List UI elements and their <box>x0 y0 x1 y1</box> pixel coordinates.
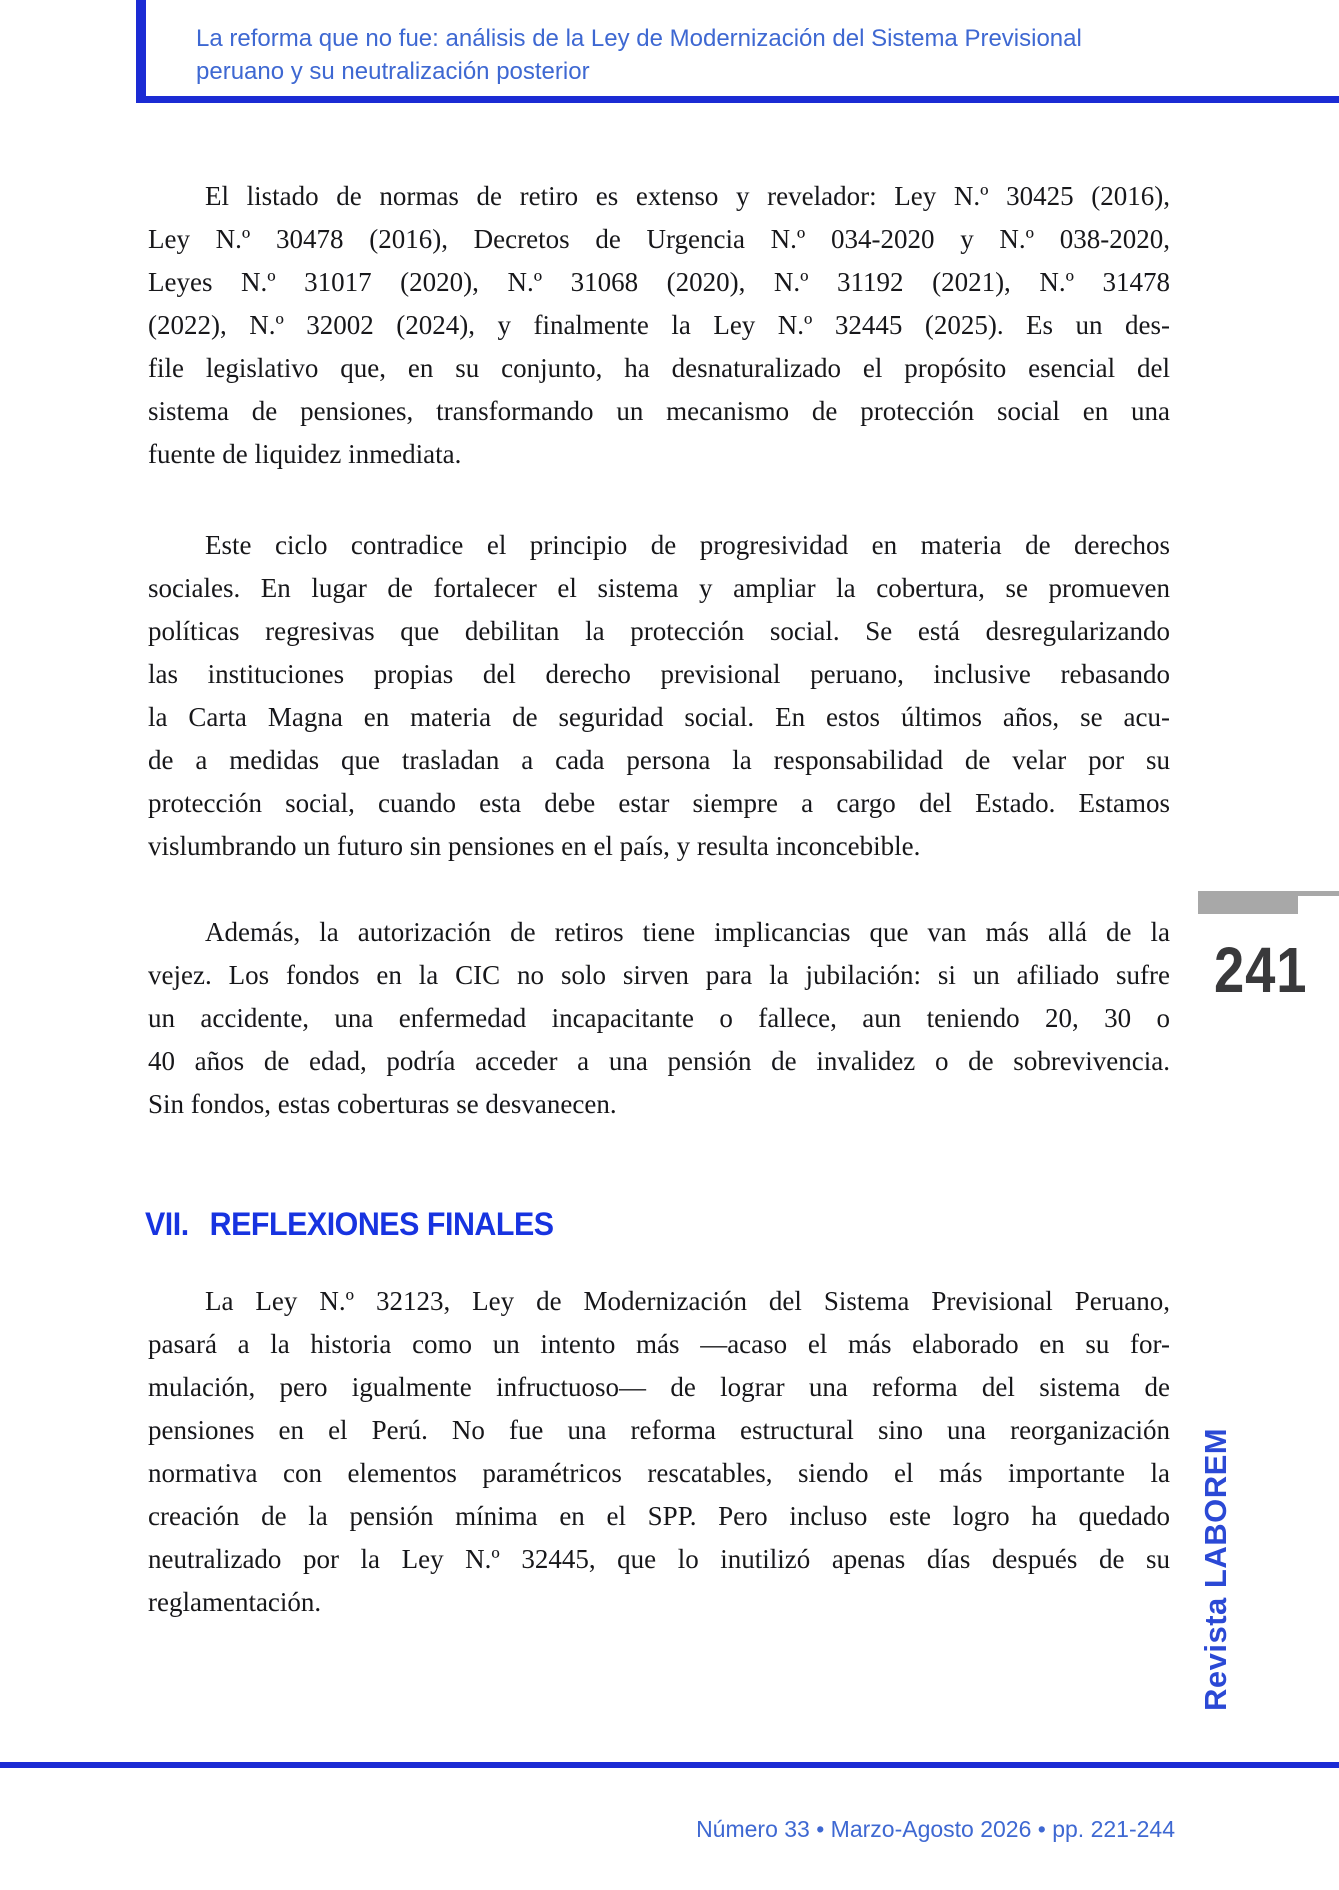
body-line: la Carta Magna en materia de seguridad social. En estos últimos años, se acu- <box>148 702 1170 732</box>
body-line: pasará a la historia como un intento más —acaso el más elaborado en su for- <box>148 1329 1170 1359</box>
body-line: sociales. En lugar de fortalecer el sistema y ampliar la cobertura, se promueven <box>148 573 1170 603</box>
body-line: neutralizado por la Ley N.º 32445, que lo inutilizó apenas días después de su <box>148 1544 1170 1574</box>
header-rule <box>136 96 1339 103</box>
body-line: mulación, pero igualmente infructuoso— de lograr una reforma del sistema de <box>148 1372 1170 1402</box>
section-number: VII. <box>145 1206 189 1242</box>
body-line: vislumbrando un futuro sin pensiones en el país, y resulta inconcebible. <box>148 831 921 861</box>
body-line: protección social, cuando esta debe estar siempre a cargo del Estado. Estamos <box>148 788 1170 818</box>
paragraph-1 <box>148 175 1170 476</box>
running-head <box>196 22 1196 88</box>
body-line: un accidente, una enfermedad incapacitante o fallece, aun teniendo 20, 30 o <box>148 1003 1170 1033</box>
body-line: (2022), N.º 32002 (2024), y finalmente la Ley N.º 32445 (2025). Es un des- <box>148 310 1170 340</box>
page-number-tab <box>1198 891 1298 914</box>
body-line: 40 años de edad, podría acceder a una pensión de invalidez o de sobrevivencia. <box>148 1046 1170 1076</box>
body-line: pensiones en el Perú. No fue una reforma estructural sino una reorganización <box>148 1415 1170 1445</box>
body-line: Además, la autorización de retiros tiene implicancias que van más allá de la <box>205 917 1170 947</box>
body-line: vejez. Los fondos en la CIC no solo sirven para la jubilación: si un afiliado sufre <box>148 960 1170 990</box>
section-title: REFLEXIONES FINALES <box>209 1206 554 1242</box>
body-line: políticas regresivas que debilitan la protección social. Se está desregularizando <box>148 616 1170 646</box>
body-line: Ley N.º 30478 (2016), Decretos de Urgencia N.º 034-2020 y N.º 038-2020, <box>148 224 1170 254</box>
page-number-tab-rule <box>1298 891 1339 896</box>
body-line: de a medidas que trasladan a cada persona la responsabilidad de velar por su <box>148 745 1170 775</box>
paragraph-2 <box>148 524 1170 868</box>
header-accent-bar <box>136 0 146 103</box>
body-line: sistema de pensiones, transformando un mecanismo de protección social en una <box>148 396 1170 426</box>
body-line: La Ley N.º 32123, Ley de Modernización del Sistema Previsional Peruano, <box>205 1286 1170 1316</box>
body-line: Sin fondos, estas coberturas se desvanecen. <box>148 1089 617 1119</box>
body-line: file legislativo que, en su conjunto, ha desnaturalizado el propósito esencial del <box>148 353 1170 383</box>
body-line: El listado de normas de retiro es extenso y revelador: Ley N.º 30425 (2016), <box>205 181 1170 211</box>
body-line: fuente de liquidez inmediata. <box>148 439 462 469</box>
running-head-line-2: peruano y su neutralización posterior <box>196 58 590 85</box>
body-line: las instituciones propias del derecho previsional peruano, inclusive rebasando <box>148 659 1170 689</box>
body-line: normativa con elementos paramétricos rescatables, siendo el más importante la <box>148 1458 1170 1488</box>
paragraph-4 <box>148 1280 1170 1624</box>
footer-issue-info: Número 33 • Marzo-Agosto 2026 • pp. 221-244 <box>696 1816 1175 1842</box>
body-line: Leyes N.º 31017 (2020), N.º 31068 (2020), N.º 31192 (2021), N.º 31478 <box>148 267 1170 297</box>
journal-name-vertical: Revista LABOREM <box>1198 1427 1233 1711</box>
running-head-line-1: La reforma que no fue: análisis de la Ley de Modernización del Sistema Previsional <box>196 25 1082 52</box>
page-number: 241 <box>1214 934 1308 1006</box>
body-line: reglamentación. <box>148 1587 322 1617</box>
footer-rule <box>0 1762 1339 1768</box>
body-line: Este ciclo contradice el principio de progresividad en materia de derechos <box>205 530 1170 560</box>
body-line: creación de la pensión mínima en el SPP. Pero incluso este logro ha quedado <box>148 1501 1170 1531</box>
paragraph-3 <box>148 911 1170 1126</box>
section-heading <box>145 1206 554 1243</box>
